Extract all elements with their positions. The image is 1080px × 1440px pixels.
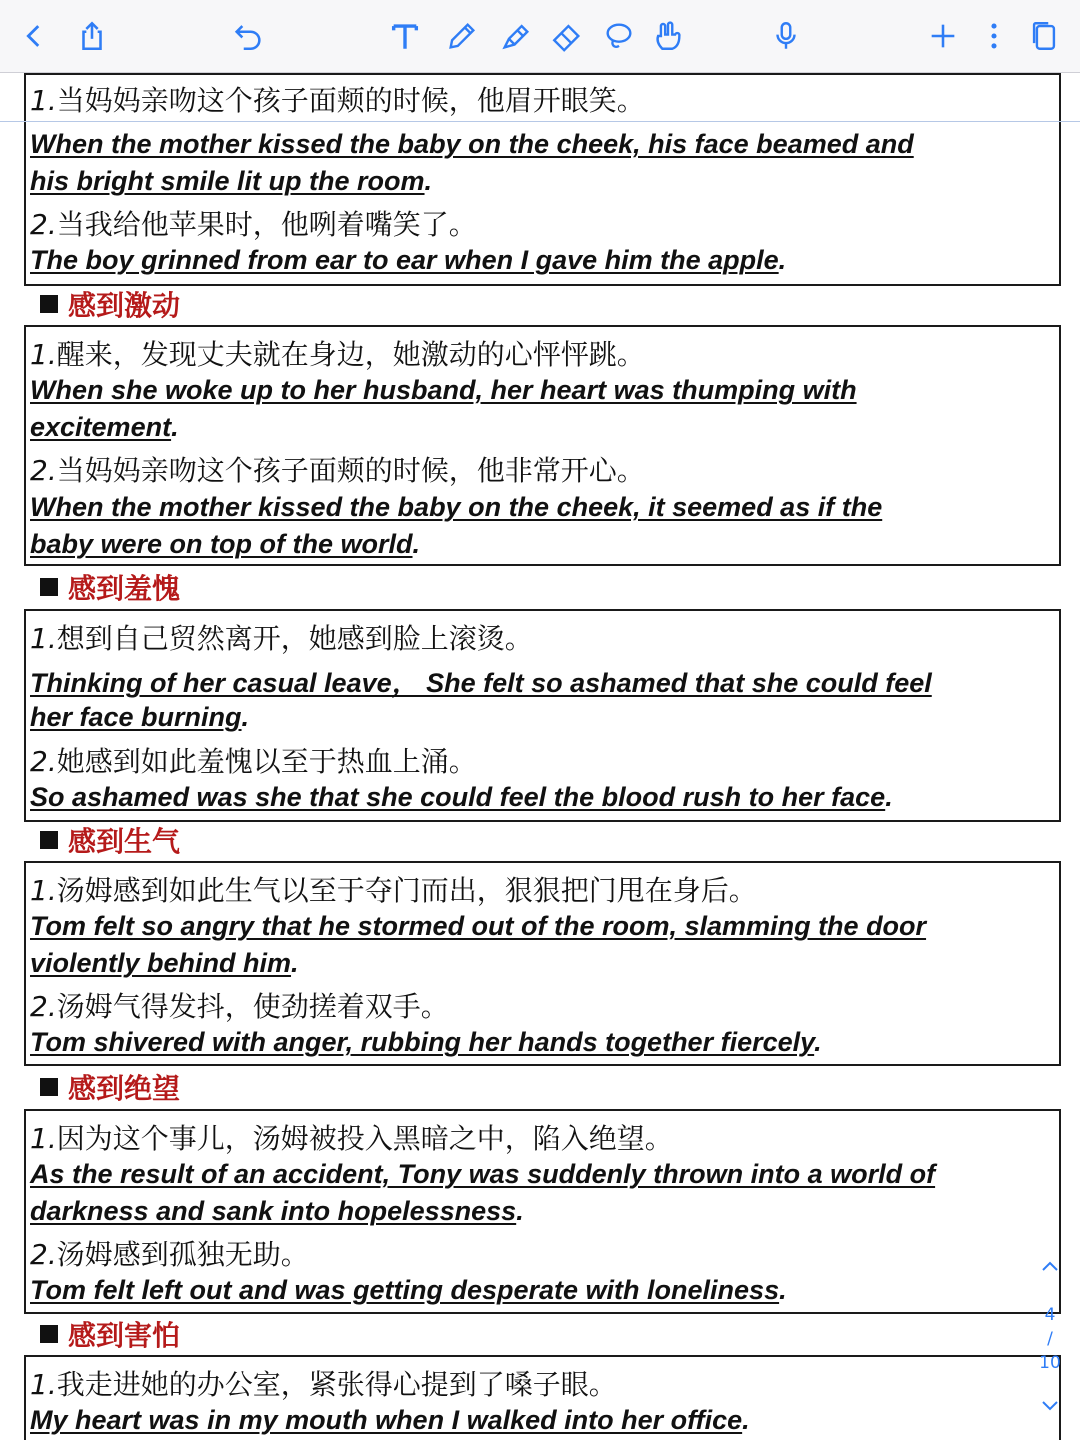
example-box-angry <box>24 861 1061 1066</box>
example-box-excited <box>24 325 1061 566</box>
section-heading: 感到生气 <box>40 822 180 858</box>
section-heading: 感到激动 <box>40 286 180 322</box>
en-sentence: baby were on top of the world. <box>30 529 421 559</box>
zh-sentence: 2.当我给他苹果时，他咧着嘴笑了。 <box>30 208 477 241</box>
current-page: 4 <box>1044 1305 1056 1325</box>
en-sentence: The boy grinned from ear to ear when I gave him the apple. <box>30 245 787 275</box>
example-box-afraid <box>24 1355 1061 1440</box>
en-sentence: When she woke up to her husband, her heart was thumping with <box>30 375 857 405</box>
zh-sentence: 2.当妈妈亲吻这个孩子面颊的时候，他非常开心。 <box>30 454 645 487</box>
chevron-down-icon[interactable] <box>1038 1393 1062 1417</box>
en-sentence: Tom felt left out and was getting desperate with loneliness. <box>30 1275 787 1305</box>
highlighter-icon[interactable] <box>494 14 538 58</box>
bullet-square-icon <box>40 831 58 849</box>
zh-sentence: 1.醒来，发现丈夫就在身边，她激动的心怦怦跳。 <box>30 338 645 371</box>
zh-sentence: 1.我走进她的办公室，紧张得心提到了嗓子眼。 <box>30 1368 617 1401</box>
page-indicator <box>1030 1255 1070 1415</box>
en-sentence: her face burning. <box>30 702 250 732</box>
eraser-icon[interactable] <box>545 14 589 58</box>
section-heading: 感到羞愧 <box>40 569 180 605</box>
bullet-square-icon <box>40 578 58 596</box>
bullet-square-icon <box>40 295 58 313</box>
hand-pointer-icon[interactable] <box>646 14 690 58</box>
bullet-square-icon <box>40 1325 58 1343</box>
en-sentence: My heart was in my mouth when I walked into her office. <box>30 1405 750 1435</box>
en-sentence: When the mother kissed the baby on the cheek, it seemed as if the <box>30 492 883 522</box>
en-sentence: Tom shivered with anger, rubbing her hands together fiercely. <box>30 1027 822 1057</box>
pages-icon[interactable] <box>1022 14 1066 58</box>
en-sentence: darkness and sank into hopelessness. <box>30 1196 524 1226</box>
zh-sentence: 2.汤姆气得发抖，使劲搓着双手。 <box>30 990 449 1023</box>
en-sentence: When the mother kissed the baby on the cheek, his face beamed and <box>30 129 914 159</box>
chevron-up-icon[interactable] <box>1038 1255 1062 1279</box>
back-chevron-icon[interactable] <box>12 14 56 58</box>
zh-sentence: 1.汤姆感到如此生气以至于夺门而出，狠狠把门甩在身后。 <box>30 874 757 907</box>
page-separator: / <box>1047 1329 1053 1349</box>
en-sentence: excitement. <box>30 412 179 442</box>
en-sentence: Thinking of her casual leave， She felt so ashamed that she could feel <box>30 668 932 698</box>
zh-sentence: 2.她感到如此羞愧以至于热血上涌。 <box>30 745 477 778</box>
en-sentence: his bright smile lit up the room. <box>30 166 433 196</box>
top-toolbar <box>0 0 1080 73</box>
total-pages: 10 <box>1039 1353 1061 1373</box>
pen-icon[interactable] <box>440 14 484 58</box>
share-icon[interactable] <box>70 14 114 58</box>
zh-sentence: 1.当妈妈亲吻这个孩子面颊的时候，他眉开眼笑。 <box>30 84 645 117</box>
more-icon[interactable] <box>972 14 1016 58</box>
section-heading: 感到害怕 <box>40 1316 180 1352</box>
text-tool-icon[interactable] <box>383 14 427 58</box>
section-heading: 感到绝望 <box>40 1069 180 1105</box>
en-sentence: As the result of an accident, Tony was suddenly thrown into a world of <box>30 1159 936 1189</box>
example-box-ashamed <box>24 609 1061 822</box>
plus-icon[interactable] <box>921 14 965 58</box>
undo-icon[interactable] <box>226 14 270 58</box>
zh-sentence: 1.想到自己贸然离开，她感到脸上滚烫。 <box>30 622 533 655</box>
note-page[interactable] <box>0 73 1080 1440</box>
en-sentence: Tom felt so angry that he stormed out of the room, slamming the door <box>30 911 927 941</box>
zh-sentence: 2.汤姆感到孤独无助。 <box>30 1238 309 1271</box>
en-sentence: So ashamed was she that she could feel the blood rush to her face. <box>30 782 893 812</box>
microphone-icon[interactable] <box>764 14 808 58</box>
zh-sentence: 1.因为这个事儿，汤姆被投入黑暗之中，陷入绝望。 <box>30 1122 673 1155</box>
example-box-happy <box>24 73 1061 286</box>
bullet-square-icon <box>40 1078 58 1096</box>
lasso-icon[interactable] <box>597 14 641 58</box>
guide-line <box>0 121 1080 122</box>
en-sentence: violently behind him. <box>30 948 299 978</box>
example-box-despair <box>24 1109 1061 1314</box>
